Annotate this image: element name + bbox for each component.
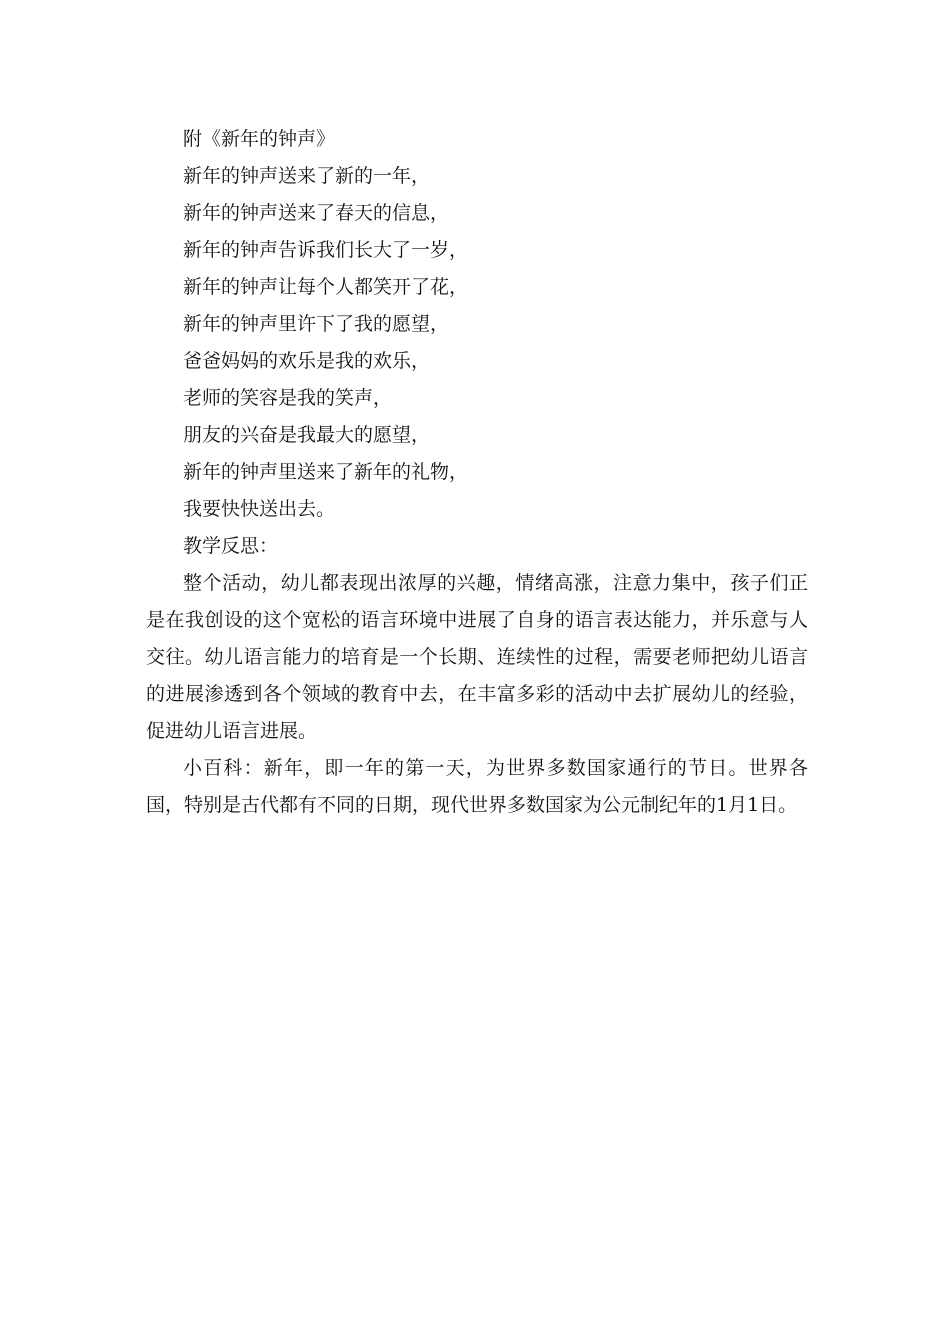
reflection-paragraph: 整个活动，幼儿都表现出浓厚的兴趣，情绪高涨，注意力集中，孩子们正是在我创设的这个宽松的语言环境中进展了自身的语言表达能力，并乐意与人交往。幼儿语言能力的培育是一个长期、连续性的过程，需要老师把幼儿语言的进展渗透到各个领域的教育中去，在丰富多彩的活动中去扩展幼儿的经验，促进幼儿语言进展。 (146, 572, 808, 742)
poem-line: 朋友的兴奋是我最大的愿望， (183, 424, 431, 446)
poem-line: 新年的钟声告诉我们长大了一岁， (183, 239, 469, 261)
poem-line: 我要快快送出去。 (183, 498, 336, 520)
reflection-heading: 教学反思： (183, 535, 279, 557)
poem-line: 新年的钟声里许下了我的愿望， (183, 313, 450, 335)
poem-line: 新年的钟声让每个人都笑开了花， (183, 276, 469, 298)
poem-line: 爸爸妈妈的欢乐是我的欢乐， (183, 350, 431, 372)
poem-title: 附《新年的钟声》 (183, 128, 336, 150)
encyclopedia-paragraph: 小百科：新年，即一年的第一天，为世界多数国家通行的节日。世界各国，特别是古代都有不同的日期，现代世界多数国家为公元制纪年的1月1日。 (146, 757, 808, 816)
poem-line: 新年的钟声里送来了新年的礼物， (183, 461, 469, 483)
poem-line: 新年的钟声送来了春天的信息， (183, 202, 450, 224)
poem-line: 老师的笑容是我的笑声， (183, 387, 393, 409)
poem-line: 新年的钟声送来了新的一年， (183, 165, 431, 187)
document-content (146, 121, 808, 824)
